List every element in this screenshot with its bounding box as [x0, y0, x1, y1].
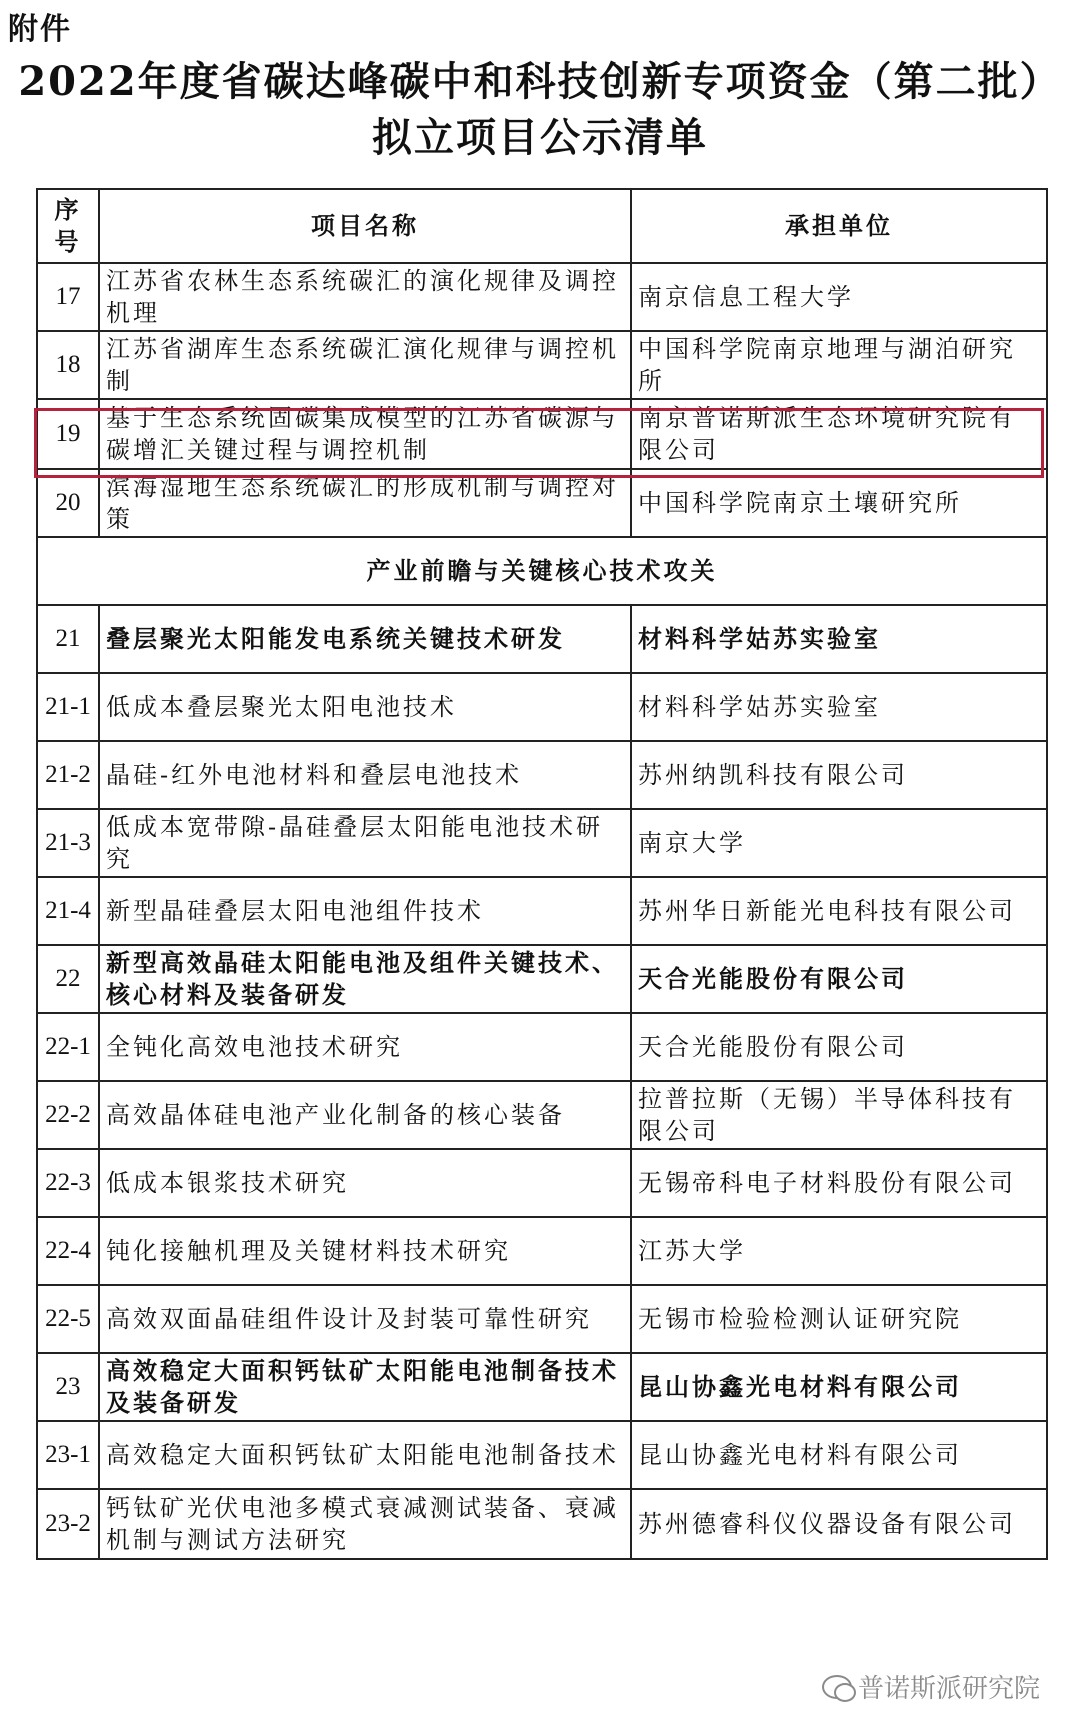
undertaking-unit-cell: 昆山协鑫光电材料有限公司: [631, 1421, 1047, 1489]
serial-number-cell: 21-1: [37, 673, 99, 741]
serial-number-cell: 22-3: [37, 1149, 99, 1217]
serial-number-cell: 19: [37, 399, 99, 469]
serial-number-cell: 22-4: [37, 1217, 99, 1285]
attachment-label: 附件: [8, 12, 72, 47]
undertaking-unit-cell: 南京大学: [631, 809, 1047, 877]
table-row: [37, 1013, 1047, 1081]
table-header-row: [37, 189, 1047, 263]
project-name-cell: 江苏省湖库生态系统碳汇演化规律与调控机制: [99, 331, 631, 399]
serial-number-cell: 21-2: [37, 741, 99, 809]
table-row: [37, 741, 1047, 809]
wechat-icon: [822, 1675, 852, 1699]
project-name-cell: 高效稳定大面积钙钛矿太阳能电池制备技术: [99, 1421, 631, 1489]
project-name-cell: 低成本宽带隙-晶硅叠层太阳能电池技术研究: [99, 809, 631, 877]
serial-number-cell: 22-2: [37, 1081, 99, 1149]
undertaking-unit-cell: 苏州华日新能光电科技有限公司: [631, 877, 1047, 945]
undertaking-unit-cell: 拉普拉斯（无锡）半导体科技有限公司: [631, 1081, 1047, 1149]
serial-number-cell: 23: [37, 1353, 99, 1421]
header-undertaking-unit: 承担单位: [631, 189, 1047, 263]
header-project-name: 项目名称: [99, 189, 631, 263]
serial-number-cell: 17: [37, 263, 99, 331]
serial-number-cell: 21-3: [37, 809, 99, 877]
project-name-cell: 低成本银浆技术研究: [99, 1149, 631, 1217]
table-row: [37, 399, 1047, 469]
section-heading: 产业前瞻与关键核心技术攻关: [37, 537, 1047, 605]
undertaking-unit-cell: 中国科学院南京地理与湖泊研究所: [631, 331, 1047, 399]
project-name-cell: 全钝化高效电池技术研究: [99, 1013, 631, 1081]
project-name-cell: 新型晶硅叠层太阳电池组件技术: [99, 877, 631, 945]
project-name-cell: 钙钛矿光伏电池多模式衰减测试装备、衰减机制与测试方法研究: [99, 1489, 631, 1559]
undertaking-unit-cell: 无锡帝科电子材料股份有限公司: [631, 1149, 1047, 1217]
table-row: [37, 1353, 1047, 1421]
project-name-cell: 高效双面晶硅组件设计及封装可靠性研究: [99, 1285, 631, 1353]
undertaking-unit-cell: 南京信息工程大学: [631, 263, 1047, 331]
table-row: [37, 1149, 1047, 1217]
serial-number-cell: 18: [37, 331, 99, 399]
table-row: [37, 1489, 1047, 1559]
table-row: [37, 945, 1047, 1013]
undertaking-unit-cell: 苏州德睿科仪仪器设备有限公司: [631, 1489, 1047, 1559]
project-name-cell: 基于生态系统固碳集成模型的江苏省碳源与碳增汇关键过程与调控机制: [99, 399, 631, 469]
serial-number-cell: 22-1: [37, 1013, 99, 1081]
project-name-cell: 高效稳定大面积钙钛矿太阳能电池制备技术及装备研发: [99, 1353, 631, 1421]
serial-number-cell: 21: [37, 605, 99, 673]
table-row: [37, 809, 1047, 877]
table-row: [37, 1081, 1047, 1149]
undertaking-unit-cell: 材料科学姑苏实验室: [631, 673, 1047, 741]
table-row: [37, 673, 1047, 741]
undertaking-unit-cell: 昆山协鑫光电材料有限公司: [631, 1353, 1047, 1421]
table-row: [37, 1285, 1047, 1353]
project-name-cell: 高效晶体硅电池产业化制备的核心装备: [99, 1081, 631, 1149]
project-name-cell: 钝化接触机理及关键材料技术研究: [99, 1217, 631, 1285]
project-list-table: [36, 188, 1048, 1560]
undertaking-unit-cell: 天合光能股份有限公司: [631, 945, 1047, 1013]
project-name-cell: 晶硅-红外电池材料和叠层电池技术: [99, 741, 631, 809]
undertaking-unit-cell: 材料科学姑苏实验室: [631, 605, 1047, 673]
undertaking-unit-cell: 江苏大学: [631, 1217, 1047, 1285]
undertaking-unit-cell: 无锡市检验检测认证研究院: [631, 1285, 1047, 1353]
table-row: [37, 331, 1047, 399]
serial-number-cell: 22-5: [37, 1285, 99, 1353]
section-row: [37, 537, 1047, 605]
undertaking-unit-cell: 苏州纳凯科技有限公司: [631, 741, 1047, 809]
table-body: [37, 263, 1047, 1559]
header-serial-number: 序号: [37, 189, 99, 263]
document-title-line2: 拟立项目公示清单: [372, 114, 708, 161]
project-name-cell: 滨海湿地生态系统碳汇的形成机制与调控对策: [99, 469, 631, 537]
undertaking-unit-cell: 天合光能股份有限公司: [631, 1013, 1047, 1081]
table-row: [37, 605, 1047, 673]
table-row: [37, 469, 1047, 537]
table-row: [37, 263, 1047, 331]
serial-number-cell: 20: [37, 469, 99, 537]
project-name-cell: 叠层聚光太阳能发电系统关键技术研发: [99, 605, 631, 673]
project-name-cell: 新型高效晶硅太阳能电池及组件关键技术、核心材料及装备研发: [99, 945, 631, 1013]
table-row: [37, 877, 1047, 945]
serial-number-cell: 23-1: [37, 1421, 99, 1489]
watermark-text: 普诺斯派研究院: [858, 1674, 1041, 1704]
table-row: [37, 1217, 1047, 1285]
project-name-cell: 江苏省农林生态系统碳汇的演化规律及调控机理: [99, 263, 631, 331]
undertaking-unit-cell: 南京普诺斯派生态环境研究院有限公司: [631, 399, 1047, 469]
serial-number-cell: 23-2: [37, 1489, 99, 1559]
serial-number-cell: 22: [37, 945, 99, 1013]
project-name-cell: 低成本叠层聚光太阳电池技术: [99, 673, 631, 741]
watermark: [822, 1668, 1040, 1705]
table-row: [37, 1421, 1047, 1489]
serial-number-cell: 21-4: [37, 877, 99, 945]
document-title-line1: 2022年度省碳达峰碳中和科技创新专项资金（第二批）: [18, 58, 1062, 105]
undertaking-unit-cell: 中国科学院南京土壤研究所: [631, 469, 1047, 537]
